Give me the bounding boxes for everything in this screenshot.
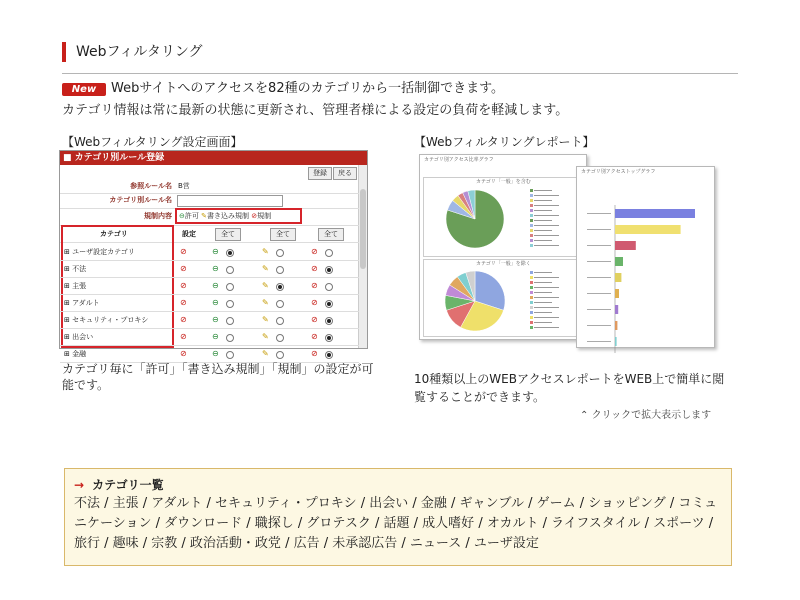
legend-entry	[530, 324, 559, 329]
allow-radio	[226, 317, 234, 325]
category-label: ⊞ アダルト	[64, 299, 100, 307]
block-radio	[325, 317, 333, 325]
title-divider	[62, 73, 738, 74]
pen-icon: ✎	[201, 212, 207, 220]
report-description: 10種類以上のWEBアクセスレポートをWEB上で簡単に閲覧することができます。	[414, 372, 725, 404]
block-radio	[325, 351, 333, 359]
row-block-icon: ⊘	[180, 349, 187, 358]
allow-option-icon: ⊖	[212, 332, 219, 341]
write-radio	[276, 283, 284, 291]
category-row	[60, 261, 359, 278]
col-setting: 設定	[182, 230, 196, 238]
row-block-icon: ⊘	[180, 247, 187, 256]
write-radio	[276, 300, 284, 308]
write-radio	[276, 351, 284, 359]
legend-allow: 許可	[184, 212, 199, 220]
category-label: ⊞ ユーザ設定カテゴリ	[64, 248, 135, 256]
zoom-link[interactable]	[580, 409, 711, 422]
row-block-icon: ⊘	[180, 332, 187, 341]
category-row	[60, 312, 359, 329]
ref-rule-value: B営	[178, 182, 190, 190]
write-option-icon: ✎	[262, 349, 269, 358]
allow-radio	[226, 334, 234, 342]
intro-line-2: カテゴリ情報は常に最新の状態に更新され、管理者様による設定の負荷を軽減します。	[62, 103, 569, 118]
new-badge: New	[62, 83, 106, 96]
pie-chart-without-general	[440, 269, 510, 333]
allow-radio	[226, 266, 234, 274]
category-list-title: カテゴリ一覧	[92, 478, 164, 492]
write-option-icon: ✎	[262, 298, 269, 307]
category-row	[60, 329, 359, 346]
block-icon: ⊘	[251, 212, 258, 220]
write-option-icon: ✎	[262, 332, 269, 341]
allow-icon: ⊖	[179, 212, 185, 220]
ref-rule-label: 参照ルール名	[130, 182, 172, 190]
legend-block: 規制	[257, 212, 272, 220]
page-title: Webフィルタリング	[76, 44, 203, 60]
category-label: ⊞ 主張	[64, 282, 87, 290]
category-label: ⊞ セキュリティ・プロキシ	[64, 316, 149, 324]
settings-description: カテゴリ毎に「許可」「書き込み規制」「規制」の設定が可能です。	[62, 362, 374, 392]
all-button-allow: 全て	[215, 228, 241, 241]
rule-content-label: 規制内容	[144, 212, 172, 220]
category-list-text: 不法 / 主張 / アダルト / セキュリティ・プロキシ / 出会い / 金融 / ギャンブル / ゲーム / ショッピング / コミュニケーション / ダウンロード / 職探し / グロテスク / 話題 / 成人嗜好 / オカルト / ライフスタイル / スポーツ / 旅行 / 趣味 / 宗教 / 政治活動・政党 / 広告 / 未承認広告 / ニュース / ユーザ設定	[74, 496, 718, 551]
bar	[615, 257, 623, 266]
block-option-icon: ⊘	[311, 332, 318, 341]
bar	[615, 337, 617, 346]
title-accent-bar	[62, 42, 66, 62]
screen-header: ■ カテゴリ別ルール登録	[60, 151, 367, 165]
category-label: ⊞ 金融	[64, 350, 87, 358]
report1-title: カテゴリ別アクセス比率グラフ	[424, 157, 494, 163]
settings-screenshot[interactable]	[59, 150, 368, 358]
bar	[615, 273, 621, 282]
write-radio	[276, 266, 284, 274]
block-radio	[325, 334, 333, 342]
write-option-icon: ✎	[262, 264, 269, 273]
back-button: 戻る	[333, 167, 357, 180]
chart1-title: カテゴリ「一般」を含む	[476, 179, 531, 185]
block-radio	[325, 249, 333, 257]
all-button-write: 全て	[270, 228, 296, 241]
allow-option-icon: ⊖	[212, 281, 219, 290]
allow-option-icon: ⊖	[212, 315, 219, 324]
allow-radio	[226, 300, 234, 308]
report-access-top[interactable]	[576, 166, 715, 348]
chart2-title: カテゴリ「一般」を除く	[476, 261, 531, 267]
screen-scrollbar	[358, 165, 367, 348]
allow-option-icon: ⊖	[212, 247, 219, 256]
bar-chart-top-categories	[581, 185, 709, 343]
block-option-icon: ⊘	[311, 281, 318, 290]
block-option-icon: ⊘	[311, 247, 318, 256]
block-option-icon: ⊘	[311, 349, 318, 358]
report-caption: 【Webフィルタリングレポート】	[414, 135, 595, 149]
block-option-icon: ⊘	[311, 315, 318, 324]
block-radio	[325, 283, 333, 291]
allow-option-icon: ⊖	[212, 349, 219, 358]
row-block-icon: ⊘	[180, 315, 187, 324]
row-block-icon: ⊘	[180, 298, 187, 307]
category-row	[60, 278, 359, 295]
bar	[615, 305, 618, 314]
category-row	[60, 295, 359, 312]
settings-screen-caption: 【Webフィルタリング設定画面】	[62, 135, 243, 149]
write-option-icon: ✎	[262, 281, 269, 290]
allow-radio	[226, 283, 234, 291]
report2-title: カテゴリ別アクセストップグラフ	[581, 169, 656, 175]
legend-entry	[530, 242, 559, 247]
write-radio	[276, 334, 284, 342]
row-block-icon: ⊘	[180, 281, 187, 290]
intro-line-1: Webサイトへのアクセスを82種のカテゴリから一括制御できます。	[111, 81, 505, 96]
arrow-icon: →	[74, 478, 85, 492]
rule-name-label: カテゴリ別ルール名	[109, 196, 172, 204]
rule-name-input	[177, 195, 283, 207]
block-radio	[325, 300, 333, 308]
col-category: カテゴリ	[100, 230, 128, 238]
register-button: 登録	[308, 167, 332, 180]
bar	[615, 289, 619, 298]
allow-option-icon: ⊖	[212, 264, 219, 273]
zoom-link-text: クリックで拡大表示します	[591, 410, 712, 421]
write-radio	[276, 249, 284, 257]
pie2-legend	[530, 269, 580, 333]
report-access-ratio[interactable]	[419, 154, 587, 340]
pie1-legend	[530, 187, 580, 251]
allow-option-icon: ⊖	[212, 298, 219, 307]
category-row	[60, 244, 359, 261]
bar	[615, 209, 695, 218]
block-option-icon: ⊘	[311, 264, 318, 273]
block-option-icon: ⊘	[311, 298, 318, 307]
pie-chart-with-general	[440, 188, 510, 250]
all-button-block: 全て	[318, 228, 344, 241]
category-label: ⊞ 不法	[64, 265, 87, 273]
bar	[615, 321, 617, 330]
category-label: ⊞ 出会い	[64, 333, 94, 341]
legend-write: 書き込み規制	[206, 212, 249, 220]
block-radio	[325, 266, 333, 274]
zoom-icon: ⌃	[580, 410, 592, 421]
allow-radio	[226, 249, 234, 257]
allow-radio	[226, 351, 234, 359]
write-option-icon: ✎	[262, 315, 269, 324]
bar	[615, 241, 636, 250]
row-block-icon: ⊘	[180, 264, 187, 273]
write-radio	[276, 317, 284, 325]
bar	[615, 225, 681, 234]
write-option-icon: ✎	[262, 247, 269, 256]
